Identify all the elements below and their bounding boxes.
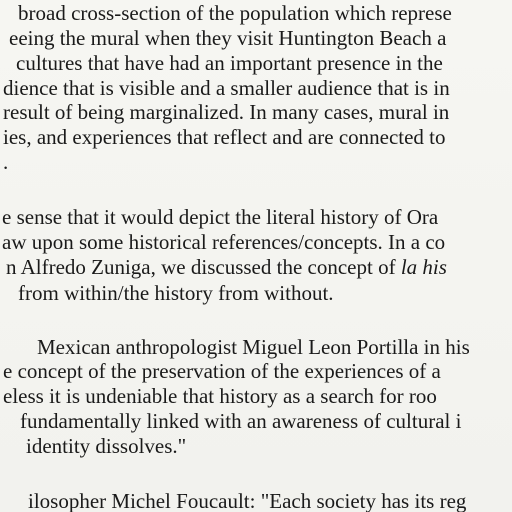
p1-line-2: eeing the mural when they visit Huntington Beach a: [9, 26, 447, 50]
p4-line-1: ilosopher Michel Foucault: "Each society has its reg: [28, 489, 467, 512]
p2-line-4: from within/the history from without.: [18, 281, 334, 305]
p2-line-2: aw upon some historical references/concepts. In a co: [2, 230, 446, 254]
p3-line-2: e concept of the preservation of the experiences of a: [3, 359, 441, 383]
p2-line-1: e sense that it would depict the literal history of Ora: [2, 205, 439, 229]
p2-line-3-italic: la his: [400, 255, 447, 279]
p3-line-5: identity dissolves.": [26, 434, 187, 458]
p3-line-1: Mexican anthropologist Miguel Leon Portilla in his: [37, 335, 470, 359]
p1-line-4: dience that is visible and a smaller audience that is in: [3, 76, 450, 100]
p2-line-3: [6, 257, 447, 278]
p1-line-5: result of being marginalized. In many cases, mural in: [3, 100, 450, 124]
p1-line-6: ies, and experiences that reflect and are connected to: [3, 125, 446, 149]
p1-line-1: broad cross-section of the population which represe: [18, 1, 452, 25]
p3-line-3: eless it is undeniable that history as a search for roo: [3, 384, 437, 408]
p1-line-3: cultures that have had an important presence in the: [16, 51, 443, 75]
p1-line-7: .: [3, 150, 9, 174]
p2-line-3-text: n Alfredo Zuniga, we discussed the concept of: [6, 255, 401, 279]
p3-line-4: fundamentally linked with an awareness of cultural i: [20, 409, 462, 433]
